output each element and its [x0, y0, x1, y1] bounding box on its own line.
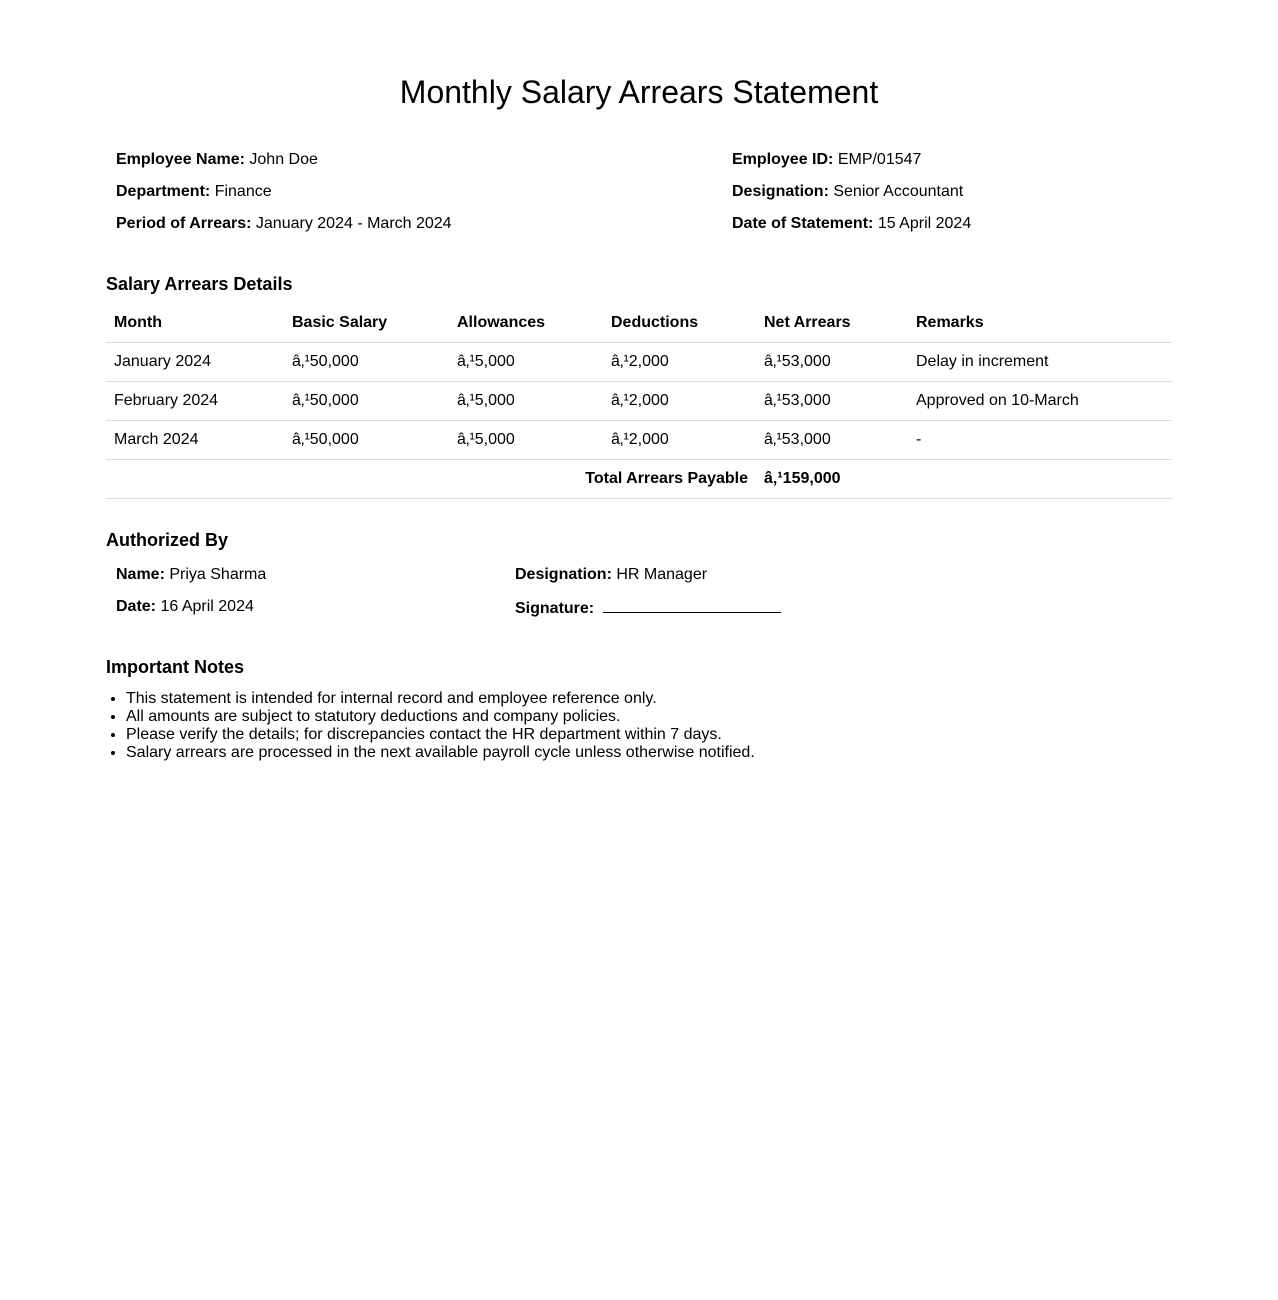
- cell-net-arrears: â‚¹53,000: [756, 343, 908, 382]
- signature-field: [515, 598, 781, 618]
- list-item: • Salary arrears are processed in the next available payroll cycle unless otherwise notified.: [126, 744, 1126, 762]
- info-row: [116, 183, 1176, 215]
- authorization-date-field: [116, 598, 254, 616]
- column-header-net-arrears: Net Arrears: [756, 304, 908, 343]
- signature-line: [603, 598, 781, 613]
- cell-basic-salary: â‚¹50,000: [284, 343, 449, 382]
- total-label: Total Arrears Payable: [106, 460, 756, 499]
- department-label: Department:: [116, 183, 211, 200]
- period-value: January 2024 - March 2024: [255, 215, 452, 232]
- employee-name-value: John Doe: [249, 151, 318, 168]
- designation-label: Designation:: [732, 183, 829, 200]
- cell-remarks: Approved on 10-March: [908, 382, 1172, 421]
- authorized-heading: Authorized By: [106, 530, 229, 550]
- total-row: [106, 460, 1172, 499]
- details-heading: Salary Arrears Details: [106, 274, 293, 294]
- column-header-remarks: Remarks: [908, 304, 1172, 343]
- cell-allowances: â‚¹5,000: [449, 343, 603, 382]
- cell-net-arrears: â‚¹53,000: [756, 421, 908, 460]
- table-header-row: [106, 304, 1172, 343]
- employee-id-value: EMP/01547: [837, 151, 922, 168]
- list-item: • All amounts are subject to statutory deductions and company policies.: [126, 708, 1126, 726]
- signature-label: Signature:: [515, 600, 595, 617]
- employee-info: [116, 151, 1176, 247]
- total-empty-cell: [908, 460, 1172, 499]
- info-row: [116, 215, 1176, 247]
- authorizer-name-value: Priya Sharma: [169, 566, 267, 583]
- cell-basic-salary: â‚¹50,000: [284, 421, 449, 460]
- arrears-table: [106, 304, 1172, 499]
- statement-date-label: Date of Statement:: [732, 215, 874, 232]
- auth-row: [116, 598, 816, 630]
- cell-remarks: -: [908, 421, 1172, 460]
- notes-list: [106, 690, 1126, 762]
- authorizer-designation-field: [515, 566, 707, 584]
- table-row: [106, 421, 1172, 460]
- cell-month: February 2024: [106, 382, 284, 421]
- cell-net-arrears: â‚¹53,000: [756, 382, 908, 421]
- employee-id-label: Employee ID:: [732, 151, 834, 168]
- cell-month: March 2024: [106, 421, 284, 460]
- table-row: [106, 382, 1172, 421]
- cell-deductions: â‚¹2,000: [603, 343, 756, 382]
- authorization-date-label: Date:: [116, 598, 157, 615]
- authorizer-name-field: [116, 566, 266, 584]
- authorizer-name-label: Name:: [116, 566, 165, 583]
- info-row: [116, 151, 1176, 183]
- page-title: Monthly Salary Arrears Statement: [399, 74, 879, 110]
- authorization-date-value: 16 April 2024: [160, 598, 254, 615]
- designation-value: Senior Accountant: [833, 183, 964, 200]
- column-header-month: Month: [106, 304, 284, 343]
- cell-deductions: â‚¹2,000: [603, 382, 756, 421]
- period-label: Period of Arrears:: [116, 215, 252, 232]
- employee-name-field: [116, 151, 318, 169]
- list-item: • This statement is intended for internal record and employee reference only.: [126, 690, 1126, 708]
- statement-date-field: [732, 215, 971, 233]
- department-field: [116, 183, 272, 201]
- list-item: • Please verify the details; for discrepancies contact the HR department within 7 days.: [126, 726, 1126, 744]
- notes-heading: Important Notes: [106, 657, 245, 677]
- period-field: [116, 215, 452, 233]
- statement-date-value: 15 April 2024: [877, 215, 972, 232]
- employee-id-field: [732, 151, 921, 169]
- cell-remarks: Delay in increment: [908, 343, 1172, 382]
- cell-month: January 2024: [106, 343, 284, 382]
- total-value: â‚¹159,000: [756, 460, 908, 499]
- auth-row: [116, 566, 816, 598]
- cell-deductions: â‚¹2,000: [603, 421, 756, 460]
- table-row: [106, 343, 1172, 382]
- authorization-info: [116, 566, 816, 630]
- authorizer-designation-label: Designation:: [515, 566, 612, 583]
- authorizer-designation-value: HR Manager: [616, 566, 708, 583]
- department-value: Finance: [214, 183, 272, 200]
- cell-allowances: â‚¹5,000: [449, 382, 603, 421]
- column-header-deductions: Deductions: [603, 304, 756, 343]
- employee-name-label: Employee Name:: [116, 151, 245, 168]
- cell-allowances: â‚¹5,000: [449, 421, 603, 460]
- cell-basic-salary: â‚¹50,000: [284, 382, 449, 421]
- column-header-allowances: Allowances: [449, 304, 603, 343]
- designation-field: [732, 183, 963, 201]
- column-header-basic-salary: Basic Salary: [284, 304, 449, 343]
